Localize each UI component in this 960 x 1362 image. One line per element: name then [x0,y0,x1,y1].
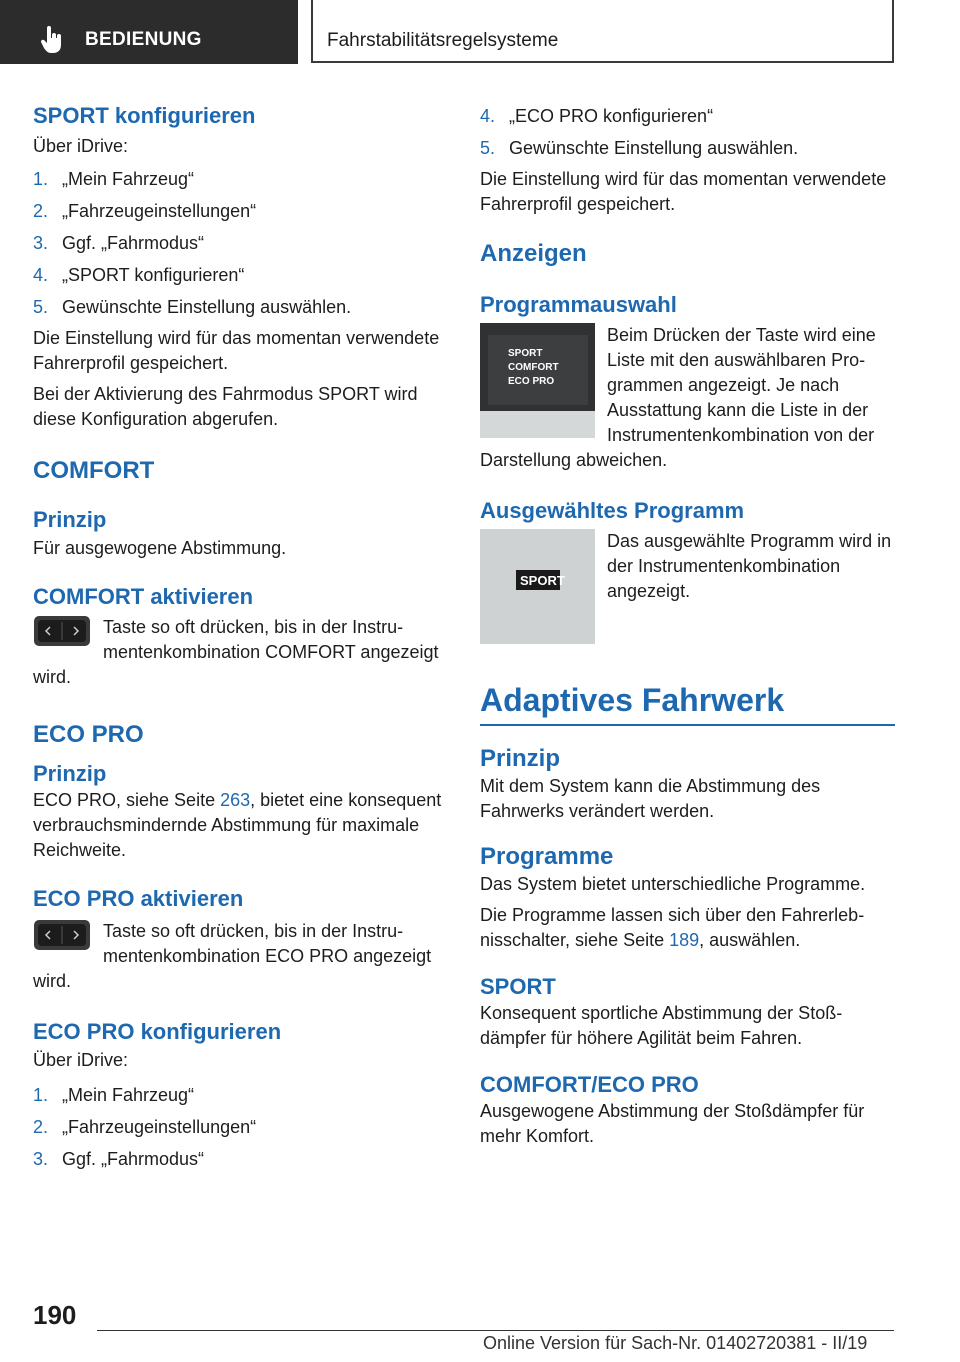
eco-config-steps-continued [480,104,895,161]
eco-activate-text: Taste so oft drücken, bis in der Instrumentenkombination ECO PRO angezeigt wird. [33,921,432,991]
mode-switch-button-icon [33,615,91,647]
program-list-display-image [480,323,595,438]
programme-text2: Die Programme lassen sich über den Fahrerlebnisschalter, siehe Seite 189, auswählen. [480,905,865,950]
adaptive-prinzip-text: Mit dem System kann die Abstimmung des Fahrwerks verändert werden. [480,776,821,821]
list-item: 4. „ECO PRO konfigurieren“ [480,106,714,126]
list-item: 4. „SPORT konfigurieren“ [33,265,245,285]
left-column [33,100,448,1172]
sport-config-steps [33,167,448,320]
list-item: 3. Ggf. „Fahrmodus“ [33,233,205,253]
selected-program-text: Das ausgewählte Programm wird in der Instrumentenkombination angezeigt. [607,531,892,601]
program-list-eco: ECO PRO [508,376,555,387]
eco-config-intro: Über iDrive: [33,1050,129,1070]
comfort-heading: COMFORT [33,457,155,484]
chapter-header [311,0,894,63]
selected-program-heading: Ausgewähltes Programm [480,498,745,523]
online-version-note: Online Version für Sach-Nr. 01402720381 - II/19 [483,1333,868,1353]
comfort-eco-text: Ausgewogene Abstimmung der Stoßdämpfer für mehr Komfort. [480,1101,865,1146]
section-tab [0,0,298,64]
chapter-title: Fahrstabilitätsregelsysteme [327,30,559,51]
page-link-189[interactable]: 189 [669,930,700,950]
comfort-activate-heading: COMFORT aktivieren [33,584,254,609]
eco-config-heading: ECO PRO konfigurieren [33,1019,282,1044]
page-link-263[interactable]: 263 [220,790,251,810]
comfort-activate-text: Taste so oft drücken, bis in der Instrumentenkombination COMFORT angezeigt wird. [33,617,439,687]
program-list-sport: SPORT [508,348,543,359]
list-item: 1. „Mein Fahrzeug“ [33,1085,195,1105]
sport-config-heading: SPORT konfigurieren [33,103,256,128]
list-item: 1. „Mein Fahrzeug“ [33,169,195,189]
programme-heading: Programme [480,843,614,870]
selected-program-display-image [480,529,595,644]
selected-program-label: SPORT [520,573,565,588]
program-list-comfort: COMFORT [508,362,559,373]
sport-config-para1: Die Einstellung wird für das momentan verwendete Fahrerprofil gespeichert. [33,328,440,373]
page-number: 190 [33,1300,77,1330]
comfort-prinzip-heading: Prinzip [33,507,107,532]
right-column [480,100,895,1149]
sport-config-para2: Bei der Aktivierung des Fahrmodus SPORT wird diese Konfiguration abgerufen. [33,384,418,429]
footer-rule [97,1330,894,1331]
heading-rule [480,724,895,726]
list-item: 2. „Fahrzeugeinstellungen“ [33,1117,257,1137]
sport-config-intro: Über iDrive: [33,136,129,156]
adaptive-chassis-heading: Adaptives Fahrwerk [480,682,785,718]
programmauswahl-text: Beim Drücken der Taste wird eine Liste mit den auswählbaren Programmen angezeigt. Je nach Ausstattung kann die Liste in der Instrumentenkombination von der Darstellung abweichen. [480,325,876,470]
eco-prinzip-heading: Prinzip [33,761,107,786]
mode-switch-button-icon [33,919,91,951]
eco-prinzip-text: ECO PRO, siehe Seite 263, bietet eine konsequent verbrauchsmindernde Abstimmung für maximale Reichweite. [33,790,442,860]
sport-heading: SPORT [480,974,556,999]
list-item: 2. „Fahrzeugeinstellungen“ [33,201,257,221]
list-item: 3. Ggf. „Fahrmodus“ [33,1149,205,1169]
programmauswahl-heading: Programmauswahl [480,292,677,317]
list-item: 5. Gewünschte Einstellung auswählen. [480,138,799,158]
anzeigen-heading: Anzeigen [480,240,587,267]
section-title: BEDIENUNG [85,29,202,50]
adaptive-prinzip-heading: Prinzip [480,745,561,772]
eco-config-para1: Die Einstellung wird für das momentan verwendete Fahrerprofil gespeichert. [480,169,887,214]
programme-text1: Das System bietet unterschiedliche Programme. [480,874,866,894]
hand-pointer-icon [40,26,64,54]
eco-config-steps [33,1083,448,1172]
sport-text: Konsequent sportliche Abstimmung der Stoßdämpfer für höhere Agilität beim Fahren. [480,1003,843,1048]
eco-heading: ECO PRO [33,721,144,748]
comfort-prinzip-text: Für ausgewogene Abstimmung. [33,538,287,558]
list-item: 5. Gewünschte Einstellung auswählen. [33,297,352,317]
comfort-eco-heading: COMFORT/ECO PRO [480,1072,699,1097]
eco-activate-heading: ECO PRO aktivieren [33,886,244,911]
